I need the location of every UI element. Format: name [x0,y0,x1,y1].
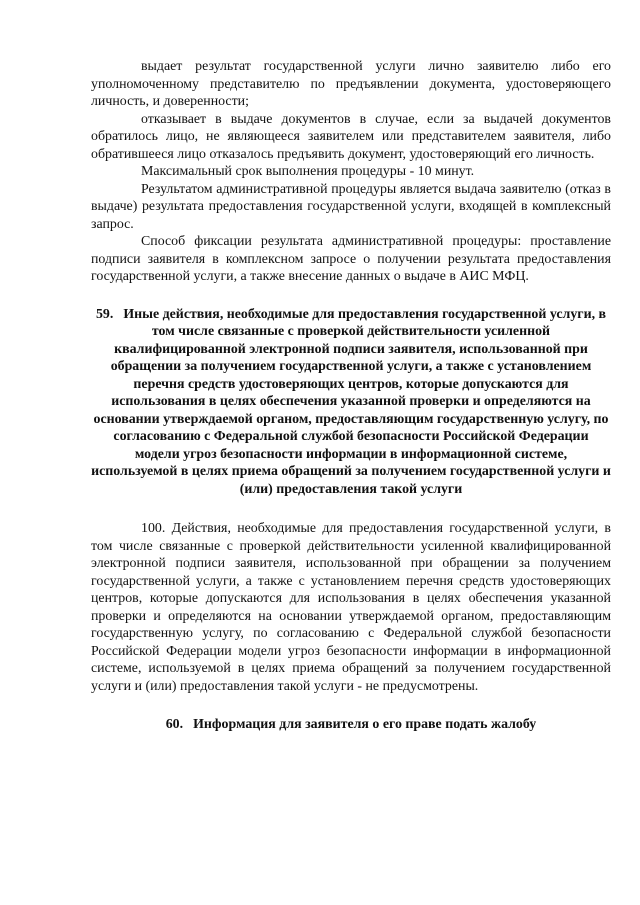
document-page [91,58,611,734]
paragraph-100: 100. Действия, необходимые для предоставления государственной услуги, в том числе связанные с проверкой действительности усиленной квалифицированной электронной подписи заявителя, использованной при обращении за получением государственной услуги, а также с установлением перечня средств удостоверяющих центров, которые допускаются для использования в целях обеспечения указанной проверки и определяются на основании утверждаемой органом, предоставляющим государственную услугу, по согласованию с Федеральной службой безопасности Российской Федерации модели угроз безопасности информации в информационной системе, используемой в целях приема обращений за получением государственной услуги и (или) предоставления такой услуги - не предусмотрены. [91,521,611,694]
paragraph-max-duration: Максимальный срок выполнения процедуры - 10 минут. [141,164,475,179]
section-59-title: Иные действия, необходимые для предоставления государственной услуги, в том числе связанные с проверкой действительности усиленной квалифицированной электронной подписи заявителя, использованной при обращении за получением государственной услуги, а также с установлением перечня средств удостоверяющих центров, которые допускаются для использования в целях обеспечения указанной проверки и определяются на основании утверждаемой органом, предоставляющим государственную услугу, по согласованию с Федеральной службой безопасности Российской Федерации модели угроз безопасности информации в информационной системе, используемой в целях приема обращений за получением государственной услуги и (или) предоставления такой услуги [91,306,611,497]
section-59-number: 59. [95,306,114,322]
section-60-heading [91,716,611,734]
section-60-number: 60. [165,717,184,732]
section-59-heading [91,306,611,499]
paragraph-refuse-issue: отказывает в выдаче документов в случае, если за выдачей документов обратилось лицо, не являющееся заявителем или представителем заявителя, либо обратившееся лицо отказалось предъявить документ, удостоверяющий его личность. [91,111,611,162]
paragraph-issue-result: выдает результат государственной услуги лично заявителю либо его уполномоченному представителю по предъявлении документа, удостоверяющего личность, и доверенности; [91,59,611,109]
paragraph-fixation-method: Способ фиксации результата административной процедуры: проставление подписи заявителя в комплексном запросе о получении результата предоставления государственной услуги, а также внесение данных о выдаче в АИС МФЦ. [91,234,611,284]
section-60-title: Информация для заявителя о его праве подать жалобу [193,717,537,732]
paragraph-procedure-result: Результатом административной процедуры является выдача заявителю (отказ в выдаче) результата предоставления государственной услуги, входящей в комплексный запрос. [91,181,611,232]
